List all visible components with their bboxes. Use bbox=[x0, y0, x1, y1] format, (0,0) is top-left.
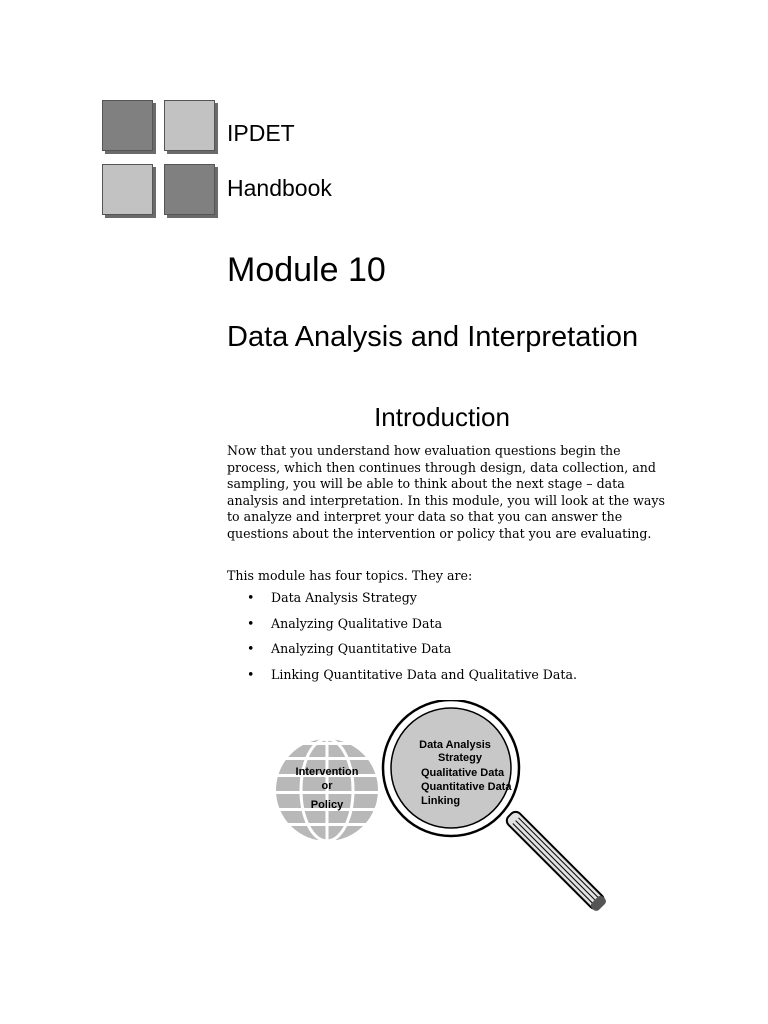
section-heading: Introduction bbox=[374, 402, 510, 432]
topic-item: • Analyzing Quantitative Data bbox=[227, 641, 577, 667]
globe-label-line: Intervention bbox=[295, 766, 359, 778]
lens-label-line: Quantitative Data bbox=[421, 781, 512, 793]
topic-item: • Linking Quantitative Data and Qualitative Data. bbox=[227, 667, 577, 693]
globe-label-line: Policy bbox=[310, 799, 344, 811]
module-title: Module 10 bbox=[227, 251, 386, 289]
logo-square-dark-bottom-right bbox=[164, 164, 215, 215]
intro-paragraph: Now that you understand how evaluation questions begin the process, which then continues through design, data collection, and sampling, you will be able to think about the next stage – data analysis and interpretation. In this module, you will look at the ways to analyze and interpret your data so that you can answer the questions about the intervention or policy that you are evaluating. bbox=[227, 443, 665, 541]
magnifying-glass-icon bbox=[383, 700, 608, 913]
module-subtitle: Data Analysis and Interpretation bbox=[227, 321, 639, 353]
globe-label-line: or bbox=[321, 780, 333, 792]
topics-list bbox=[227, 590, 577, 692]
topic-item: • Data Analysis Strategy bbox=[227, 590, 577, 616]
topics-lead: This module has four topics. They are: bbox=[227, 568, 473, 583]
lens-label-line: Qualitative Data bbox=[421, 767, 505, 779]
lens-label-line: Strategy bbox=[437, 752, 483, 764]
brand-title: IPDET bbox=[227, 120, 295, 146]
lens-label-line: Data Analysis bbox=[419, 739, 491, 751]
logo-square-light-top-right bbox=[164, 100, 215, 151]
brand-subtitle: Handbook bbox=[227, 175, 332, 201]
logo-square-light-bottom-left bbox=[102, 164, 153, 215]
magnifier-illustration bbox=[270, 700, 620, 925]
lens-label-line: Linking bbox=[421, 795, 461, 807]
topic-item: • Analyzing Qualitative Data bbox=[227, 616, 577, 642]
logo-square-dark-top-left bbox=[102, 100, 153, 151]
